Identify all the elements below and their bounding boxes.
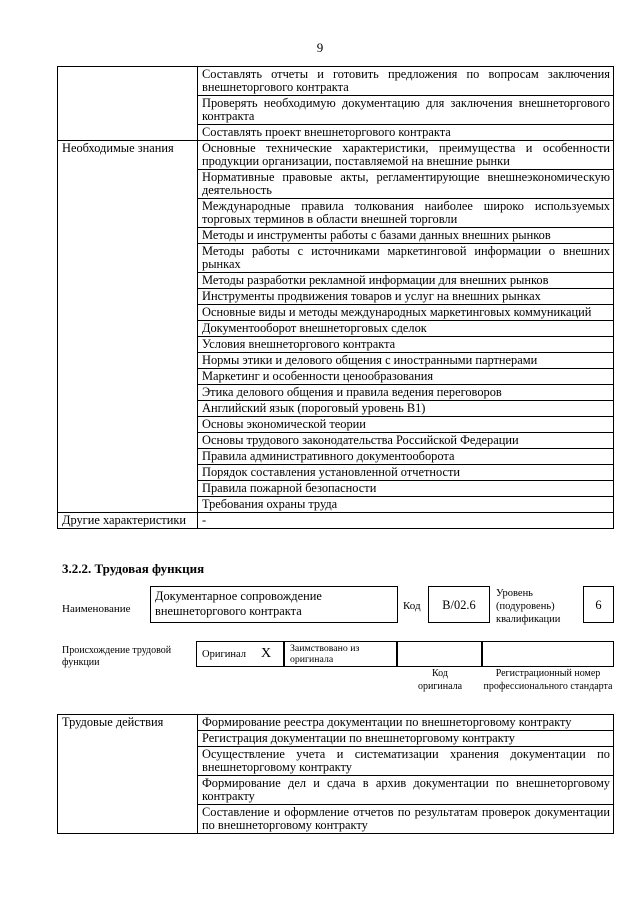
empty-label-cell (58, 67, 198, 141)
row-text: Регистрация документации по внешнеторговому контракту (198, 731, 614, 747)
requirements-table (57, 66, 614, 529)
code-original-caption: Код оригинала (417, 668, 463, 692)
row-text: Инструменты продвижения товаров и услуг на внешних рынках (198, 289, 614, 305)
row-text: Методы разработки рекламной информации для внешних рынков (198, 273, 614, 289)
row-text: Маркетинг и особенности ценообразования (198, 369, 614, 385)
row-text: Составление и оформление отчетов по результатам проверок документации по внешнеторговому контракту (198, 805, 614, 834)
action-row (58, 715, 614, 731)
row-text: Правила административного документооборота (198, 449, 614, 465)
row-text: Составлять отчеты и готовить предложения по вопросам заключения внешнеторгового контракта (198, 67, 614, 96)
actions-table (57, 714, 614, 834)
row-text: Основные виды и методы международных маркетинговых коммуникаций (198, 305, 614, 321)
row-text: Нормы этики и делового общения с иностранными партнерами (198, 353, 614, 369)
origin-label: Происхождение трудовой функции (62, 645, 172, 668)
row-text: Основные технические характеристики, преимущества и особенности продукции организации, поставляемой на внешние рынки (198, 141, 614, 170)
code-original-box (397, 641, 482, 667)
original-label: Оригинал (202, 649, 246, 660)
row-text: Нормативные правовые акты, регламентирующие внешнеэкономическую деятельность (198, 170, 614, 199)
reg-number-box (482, 641, 614, 667)
name-label: Наименование (62, 603, 131, 615)
continued-row (58, 67, 614, 96)
borrowed-label: Заимствовано из оригинала (290, 643, 360, 665)
row-text: Требования охраны труда (198, 497, 614, 513)
level-value: 6 (595, 598, 602, 612)
knowledge-row (58, 141, 614, 170)
row-text: Условия внешнеторгового контракта (198, 337, 614, 353)
row-text: Составлять проект внешнеторгового контракта (198, 125, 614, 141)
row-text: Документооборот внешнеторговых сделок (198, 321, 614, 337)
row-text: Этика делового общения и правила ведения переговоров (198, 385, 614, 401)
code-box (428, 586, 490, 623)
row-text: Порядок составления установленной отчетности (198, 465, 614, 481)
borrowed-box (284, 641, 397, 667)
row-text: Основы трудового законодательства Российской Федерации (198, 433, 614, 449)
level-box (583, 586, 614, 623)
function-name-box (150, 586, 398, 623)
level-label: Уровень (подуровень) квалификации (496, 588, 561, 625)
row-text: Формирование реестра документации по внешнеторговому контракту (198, 715, 614, 731)
row-text: Осуществление учета и систематизации хранения документации по внешнеторговому контракту (198, 747, 614, 776)
original-box (196, 641, 284, 667)
row-text: Английский язык (пороговый уровень В1) (198, 401, 614, 417)
original-mark: X (261, 646, 272, 661)
other-row (58, 513, 614, 529)
row-text: Методы и инструменты работы с базами данных внешних рынков (198, 228, 614, 244)
other-value: - (198, 513, 614, 529)
section-heading: 3.2.2. Трудовая функция (62, 561, 205, 576)
function-name-value: Документарное сопровождение внешнеторгового контракта (155, 589, 322, 618)
code-value: B/02.6 (442, 598, 476, 612)
row-text: Основы экономической теории (198, 417, 614, 433)
row-text: Международные правила толкования наиболее широко используемых торговых терминов в области внешней торговли (198, 199, 614, 228)
row-text: Проверять необходимую документацию для заключения внешнеторгового контракта (198, 96, 614, 125)
code-label: Код (403, 600, 421, 612)
other-label: Другие характеристики (58, 513, 198, 529)
row-label: Необходимые знания (58, 141, 198, 513)
reg-number-caption: Регистрационный номер профессионального стандарта (483, 668, 613, 692)
row-text: Методы работы с источниками маркетинговой информации о внешних рынках (198, 244, 614, 273)
row-text: Правила пожарной безопасности (198, 481, 614, 497)
page-number: 9 (316, 40, 324, 55)
row-label: Трудовые действия (58, 715, 198, 834)
row-text: Формирование дел и сдача в архив документации по внешнеторговому контракту (198, 776, 614, 805)
